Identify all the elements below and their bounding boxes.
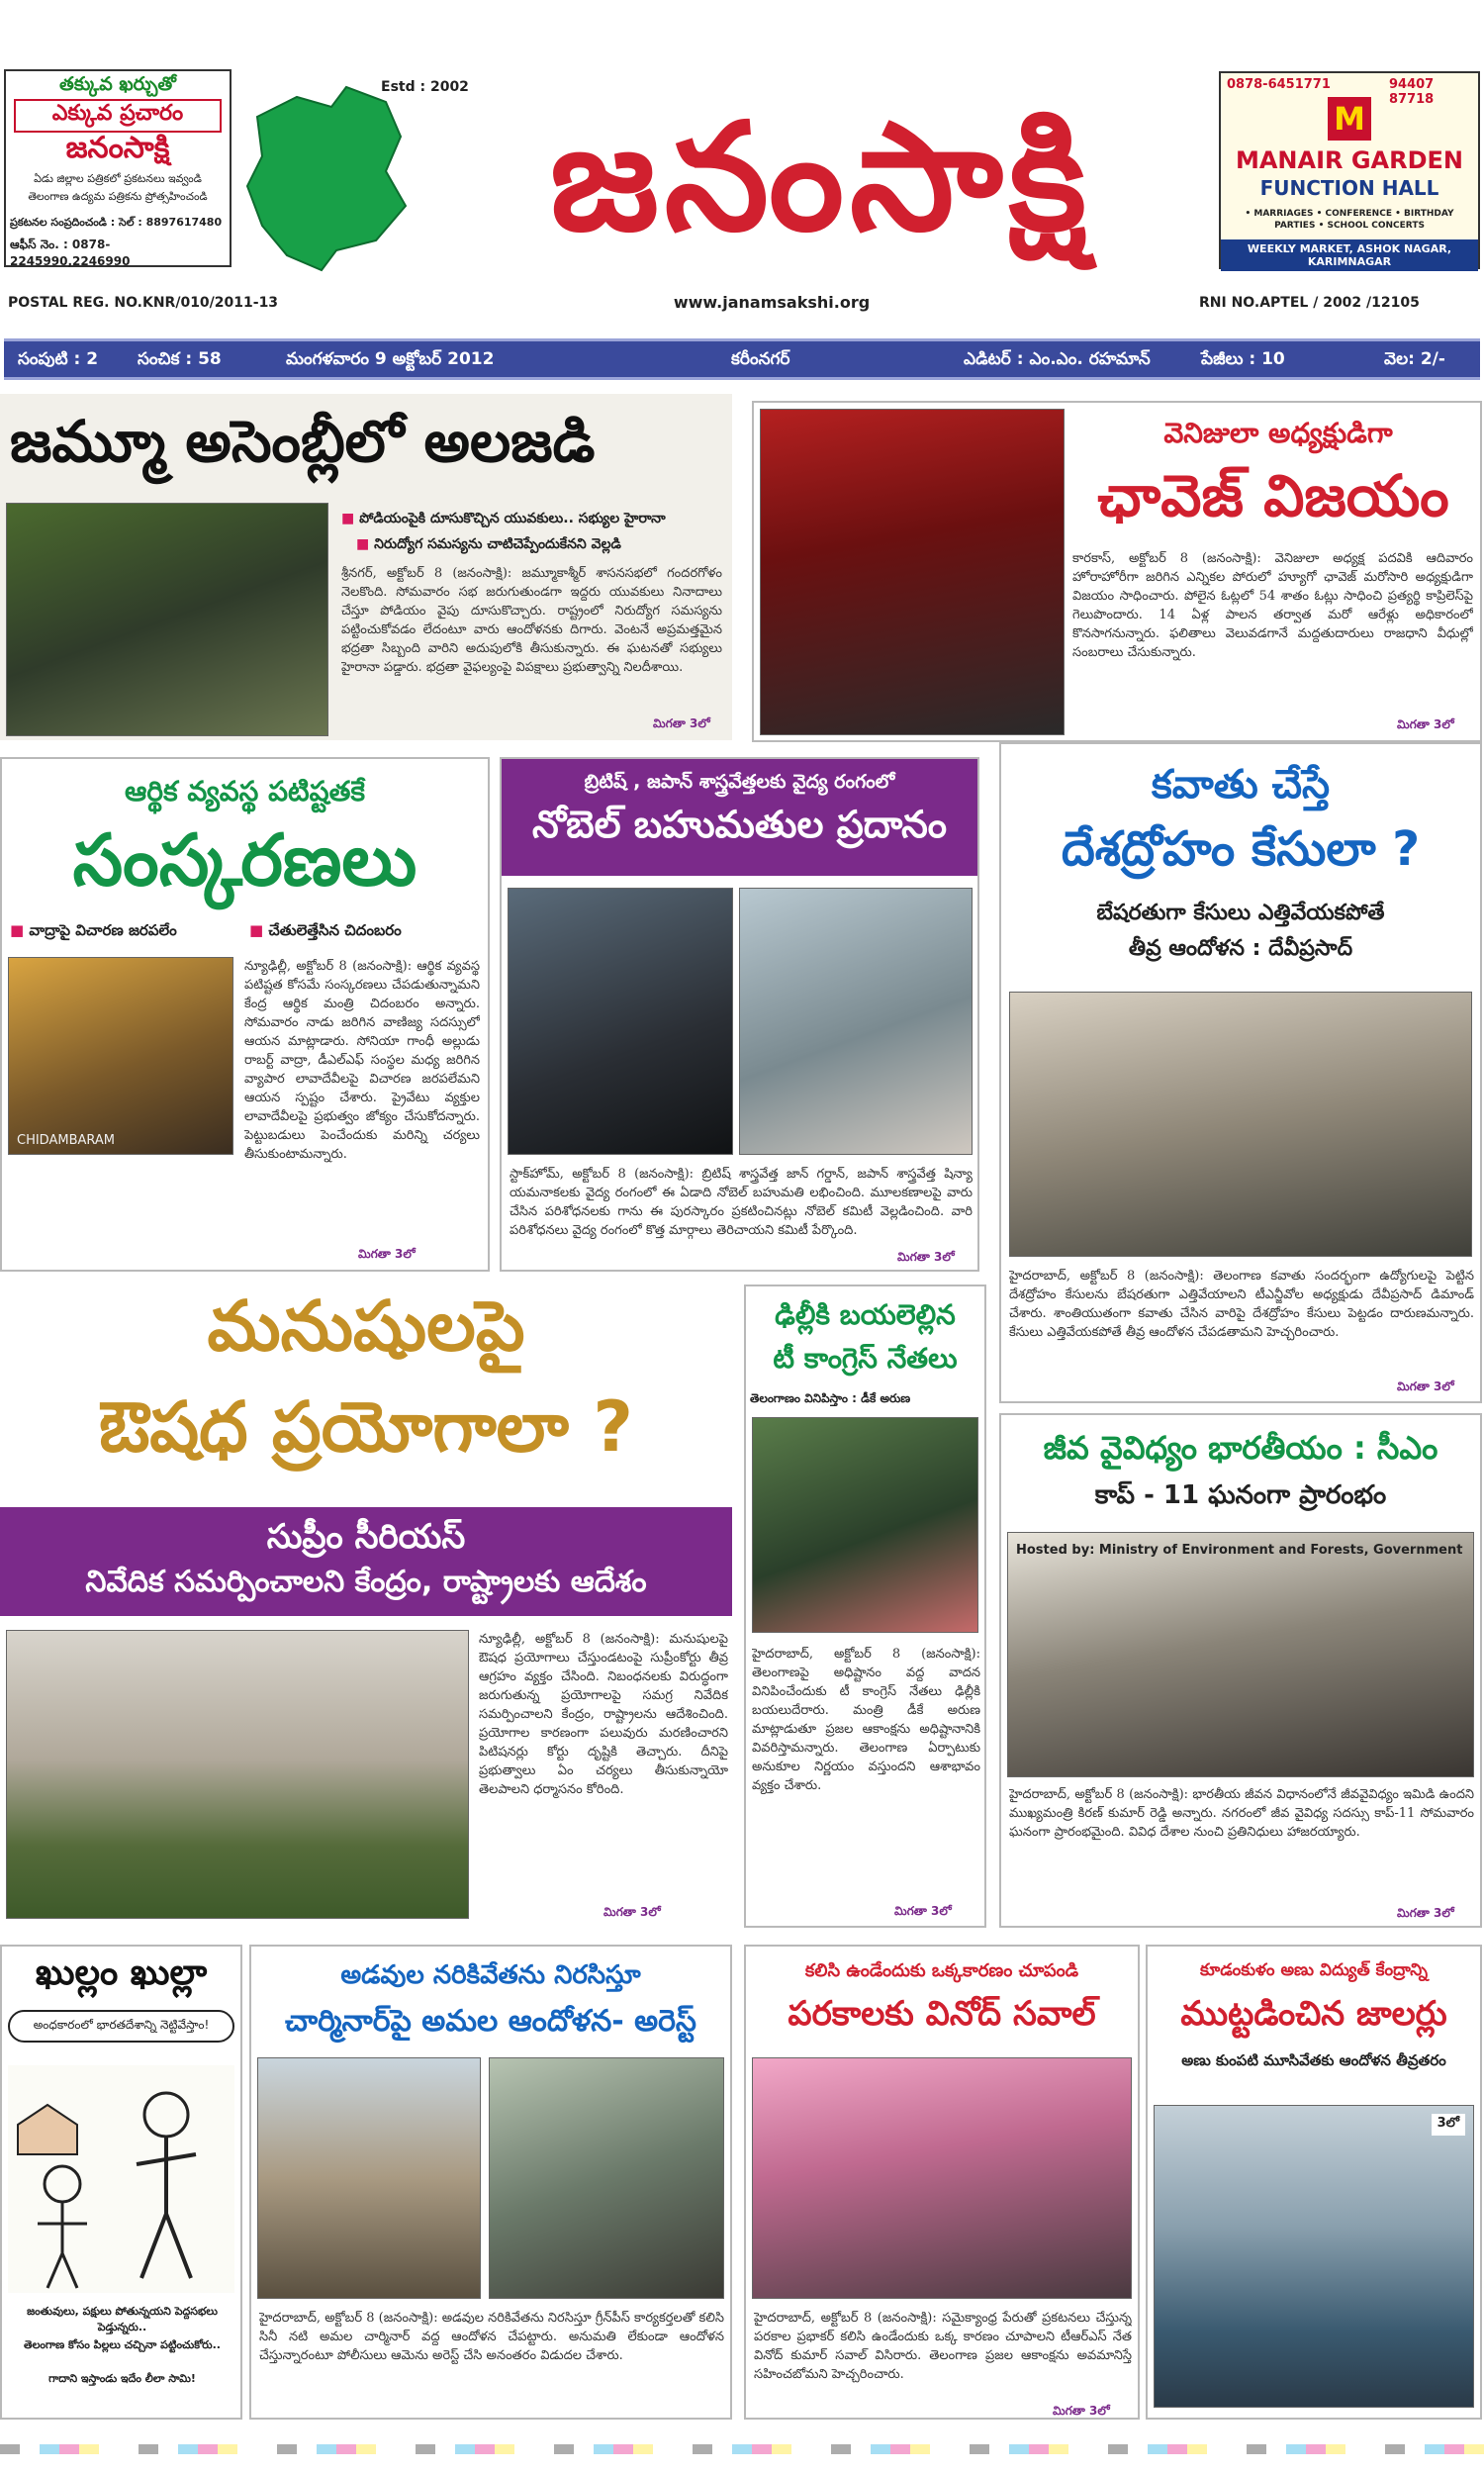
city: కరీంనగర్ xyxy=(731,349,790,369)
price: వెల: 2/- xyxy=(1384,349,1445,369)
right-ad-sub: FUNCTION HALL xyxy=(1259,176,1439,200)
vinod-continued[interactable]: మిగతా 3లో xyxy=(1053,2404,1110,2418)
left-ad-brand: జనంసాక్షి xyxy=(65,131,170,165)
charminar-body: హైదరాబాద్, అక్టోబర్ 8 (జనంసాక్షి): అడవుల నరికివేతను నిరసిస్తూ గ్రీన్‌పీస్ కార్యకర్తలతో కలిసి సినీ నటి అమల చార్మినార్ వద్ద ఆందోళన చేపట్టారు. అనుమతి లేకుండా ఆందోళన చేస్తున్నారంటూ పోలీసులు ఆమెను అరెస్ట్ చేసి అనంతరం విడుదల చేశారు. xyxy=(259,2311,724,2363)
drugs-headline-2[interactable]: ఔషధ ప్రయోగాలా ? xyxy=(99,1386,633,1468)
charminar-headline[interactable]: చార్మినార్‌పై అమల ఆందోళన- అరెస్ట్ xyxy=(285,2004,696,2039)
print-registration-bar xyxy=(0,2444,1484,2454)
sedition-sub-2: తీవ్ర ఆందోళన : దేవీప్రసాద్ xyxy=(1128,936,1353,961)
left-ad-line2: ఎక్కువ ప్రచారం xyxy=(14,99,222,133)
info-bar xyxy=(4,338,1480,380)
sedition-body: హైదరాబాద్, అక్టోబర్ 8 (జనంసాక్షి): తెలంగాణ కవాతు సందర్భంగా ఉద్యోగులపై పెట్టిన దేశద్రోహం కేసులను బేషరతుగా ఎత్తివేయాలని టీఎన్జీవోల అధ్యక్షుడు దేవీప్రసాద్ డిమాండ్ చేశారు. శాంతియుతంగా కవాతు చేసిన వారిపై దేశద్రోహం కేసులు పెట్టడం దారుణమన్నారు. కేసులు ఎత్తివేయకపోతే తీవ్ర ఆందోళన చేపడతామని హెచ్చరించారు. xyxy=(1009,1269,1474,1340)
masthead-title[interactable]: జనంసాక్షి xyxy=(550,92,1092,264)
manair-logo-icon: M xyxy=(1328,97,1371,141)
sedition-continued[interactable]: మిగతా 3లో xyxy=(1397,1380,1454,1393)
issue: సంచిక : 58 xyxy=(138,349,222,369)
reforms-bullet-2: ■ చేతులెత్తేసిన చిదంబరం xyxy=(249,921,402,943)
nobel-headline[interactable]: నోబెల్ బహుమతుల ప్రదానం xyxy=(531,803,948,846)
cartoon-khullam[interactable] xyxy=(0,1945,242,2420)
chidambaram-photo xyxy=(8,957,233,1155)
biodiversity-body: హైదరాబాద్, అక్టోబర్ 8 (జనంసాక్షి): భారతీయ జీవన విధానంలోనే జీవవైవిధ్యం ఇమిడి ఉందని ముఖ్యమంత్రి కిరణ్ కుమార్ రెడ్డి అన్నారు. నగరంలో జీవ వైవిధ్య సదస్సు కాప్-11 సోమవారం ఘనంగా ప్రారంభమైంది. వివిధ దేశాల నుంచి ప్రతినిధులు హాజరయ్యారు. xyxy=(1009,1787,1474,1840)
cartoon-drawing-icon xyxy=(8,2065,234,2293)
vinod-body: హైదరాబాద్, అక్టోబర్ 8 (జనంసాక్షి): సమైక్యాంధ్ర పేరుతో ప్రకటనలు చేస్తున్న పరకాల ప్రభాకర్ కలిసి ఉండేందుకు ఒక్క కారణం చూపాలని టీఆర్ఎస్ నేత వినోద్ కుమార్ సవాల్ విసిరారు. తెలంగాణ ప్రజల ఆకాంక్షను అవమానిస్తే సహించబోమని హెచ్చరించారు. xyxy=(754,2311,1132,2382)
right-ad-name: MANAIR GARDEN xyxy=(1235,146,1464,174)
kudankulam-sub: అణు కుంపటి మూసివేతకు ఆందోళన తీవ్రతరం xyxy=(1181,2051,1446,2069)
drugs-banner-2: నివేదిక సమర్పించాలని కేంద్రం, రాష్ట్రాలకు ఆదేశం xyxy=(85,1565,647,1599)
left-ad-phone1: ప్రకటనల సంప్రదించండి : సెల్ : 8897617480 xyxy=(10,216,223,229)
chavez-headline[interactable]: ఛావెజ్ విజయం xyxy=(1097,462,1449,529)
story-drugs[interactable] xyxy=(0,1282,732,1925)
estd-label: Estd : 2002 xyxy=(381,79,469,95)
story-kudankulam[interactable] xyxy=(1146,1945,1482,2420)
sedition-kicker: కవాతు చేస్తే xyxy=(1151,762,1331,808)
drugs-continued[interactable]: మిగతా 3లో xyxy=(603,1905,661,1919)
reforms-kicker: ఆర్థిక వ్యవస్థ పటిష్టతకే xyxy=(125,775,365,808)
website-link[interactable]: www.janamsakshi.org xyxy=(673,293,871,312)
reforms-bullet-1: ■ వాద్రాపై విచారణ జరపలేం xyxy=(10,921,177,943)
left-ad-line1: తక్కువ ఖర్చుతో xyxy=(59,73,176,95)
jammu-body: శ్రీనగర్, అక్టోబర్ 8 (జనంసాక్షి): జమ్మూకాశ్మీర్ శాసనసభలో గందరగోళం నెలకొంది. సోమవారం సభ జరుగుతుండగా ఇద్దరు యువకులు నినాదాలు చేస్తూ పోడియం వైపు దూసుకొచ్చారు. రాష్ట్రంలో నిరుద్యోగ సమస్యను పట్టించుకోవడం లేదంటూ వారు ఆందోళనకు దిగారు. వెంటనే అప్రమత్తమైన భద్రతా సిబ్బంది వారిని అదుపులోకి తీసుకున్నారు. ఈ ఘటనతో సభ్యులు హైరానా పడ్డారు. భద్రతా వైఫల్యంపై విపక్షాలు ప్రభుత్వాన్ని నిలదీశాయి. xyxy=(341,566,722,675)
jammu-headline[interactable]: జమ్మూ అసెంబ్లీలో అలజడి xyxy=(10,408,596,475)
vinod-photo xyxy=(752,2057,1132,2299)
drugs-banner xyxy=(0,1507,732,1616)
sedition-sub-1: బేషరతుగా కేసులు ఎత్తివేయకపోతే xyxy=(1096,901,1385,925)
story-nobel[interactable] xyxy=(500,757,979,1272)
masthead xyxy=(0,0,1484,336)
cartoon-caption-1: జంతువులు, పక్షులు పోతున్నయని పెద్దసభలు పెడ్తున్నరు.. xyxy=(27,2305,218,2333)
pages: పేజీలు : 10 xyxy=(1201,349,1285,369)
telangana-map-icon xyxy=(237,77,416,275)
chavez-body: కారకాస్, అక్టోబర్ 8 (జనంసాక్షి): వెనిజులా అధ్యక్ష పదవికి ఆదివారం హోరాహోరీగా జరిగిన ఎన్నికల పోరులో హ్యూగో ఛావెజ్ మరోసారి అధ్యక్షుడిగా విజయం సాధించారు. పోలైన ఓట్లలో 54 శాతం ఓట్లు సాధించి ప్రత్యర్థి కాప్రిలెస్‌పై గెలుపొందారు. 14 ఏళ్ల పాలన తర్వాత మరో ఆరేళ్లు అధికారంలో కొనసాగనున్నారు. ఫలితాలు వెలువడగానే మద్దతుదారులు రాజధాని వీధుల్లో సంబరాలు చేసుకున్నారు. xyxy=(1072,551,1473,660)
charminar-kicker: అడవుల నరికివేతను నిరసిస్తూ xyxy=(340,1960,641,1990)
cartoon-caption-3: గాదాని ఇస్తాండు ఇదేం లీలా సామి! xyxy=(48,2372,196,2385)
story-tcongress[interactable] xyxy=(744,1285,986,1928)
charminar-photo xyxy=(257,2057,481,2299)
biodiversity-continued[interactable]: మిగతా 3లో xyxy=(1397,1906,1454,1920)
cartoon-caption-2: తెలంగాణ కోసం పిల్లలు చచ్చినా పట్టించుకోరు.. xyxy=(24,2338,221,2351)
story-biodiversity[interactable] xyxy=(999,1413,1482,1928)
postal-reg: POSTAL REG. NO.KNR/010/2011-13 xyxy=(8,295,279,311)
kudankulam-headline[interactable]: ముట్టడించిన జాలర్లు xyxy=(1180,1994,1447,2034)
sedition-headline[interactable]: దేశద్రోహం కేసులా ? xyxy=(1061,821,1421,877)
amala-photo xyxy=(489,2057,724,2299)
chidambaram-photo-caption: CHIDAMBARAM xyxy=(17,1133,116,1148)
chavez-continued[interactable]: మిగతా 3లో xyxy=(1397,717,1454,731)
volume: సంపుటి : 2 xyxy=(18,349,99,369)
tcongress-headline-2[interactable]: టీ కాంగ్రెస్ నేతలు xyxy=(773,1342,958,1375)
left-ad-line3: ఏడు జిల్లాల పత్రికలో ప్రకటనలు ఇవ్వండి xyxy=(34,172,202,185)
reforms-body: న్యూఢిల్లీ, అక్టోబర్ 8 (జనంసాక్షి): ఆర్థిక వ్యవస్థ పటిష్టత కోసమే సంస్కరణలు చేపడుతున్నామని కేంద్ర ఆర్థిక మంత్రి చిదంబరం అన్నారు. సోమవారం నాడు జరిగిన వాణిజ్య సదస్సులో ఆయన మాట్లాడారు. సోనియా గాంధీ అల్లుడు రాబర్ట్ వాద్రా, డీఎల్ఎఫ్ సంస్థల మధ్య జరిగిన వ్యాపార లావాదేవీలపై విచారణ జరపలేమని ఆయన స్పష్టం చేశారు. ప్రైవేటు వ్యక్తుల లావాదేవీలపై ప్రభుత్వం జోక్యం చేసుకోదన్నారు. పెట్టుబడులు పెంచేందుకు మరిన్ని చర్యలు తీసుకుంటామన్నారు. xyxy=(244,959,480,1162)
kudankulam-photo-tag[interactable]: 3లో xyxy=(1432,2114,1465,2136)
supreme-court-photo xyxy=(6,1630,469,1919)
kudankulam-kicker: కూడంకుళం అణు విద్యుత్ కేంద్రాన్ని xyxy=(1200,1960,1428,1980)
drugs-headline-1[interactable]: మనుషులపై xyxy=(207,1285,525,1367)
tcongress-continued[interactable]: మిగతా 3లో xyxy=(894,1904,952,1918)
drugs-banner-1: సుప్రీం సీరియస్ xyxy=(266,1517,466,1557)
nobel-continued[interactable]: మిగతా 3లో xyxy=(897,1250,955,1264)
right-ad-services: • MARRIAGES • CONFERENCE • BIRTHDAY PARTIES • SCHOOL CONCERTS xyxy=(1245,209,1454,231)
left-advert[interactable] xyxy=(4,69,232,267)
nobel-kicker: బ్రిటిష్ , జపాన్ శాస్త్రవేత్తలకు వైద్య రంగంలో xyxy=(584,771,895,793)
story-jammu[interactable] xyxy=(0,394,732,740)
left-ad-line4: తెలంగాణ ఉద్యమ పత్రికను ప్రోత్సహించండి xyxy=(28,190,208,203)
vinod-headline[interactable]: పరకాలకు వినోద్ సవాల్ xyxy=(788,1994,1096,2034)
story-sedition[interactable] xyxy=(999,742,1482,1403)
story-vinod[interactable] xyxy=(744,1945,1140,2420)
story-reforms[interactable] xyxy=(0,757,490,1272)
tcongress-body: హైదరాబాద్, అక్టోబర్ 8 (జనంసాక్షి): తెలంగాణపై అధిష్టానం వద్ద వాదన వినిపించేందుకు టీ కాంగ్రెస్ నేతలు ఢిల్లీకి బయలుదేరారు. మంత్రి డీకే అరుణ మాట్లాడుతూ ప్రజల ఆకాంక్షను అధిష్టానానికి వివరిస్తామన్నారు. తెలంగాణ ఏర్పాటుకు అనుకూల నిర్ణయం వస్తుందని ఆశాభావం వ్యక్తం చేశారు. xyxy=(752,1647,980,1793)
drugs-body: న్యూఢిల్లీ, అక్టోబర్ 8 (జనంసాక్షి): మనుషులపై ఔషధ ప్రయోగాలు చేస్తుండటంపై సుప్రీంకోర్టు తీవ్ర ఆగ్రహం వ్యక్తం చేసింది. నిబంధనలకు విరుద్ధంగా జరుగుతున్న ప్రయోగాలపై సమగ్ర నివేదిక సమర్పించాలని కేంద్రం, రాష్ట్రాలను ఆదేశించింది. ప్రయోగాల కారణంగా పలువురు మరణించారని పిటిషనర్లు కోర్టు దృష్టికి తెచ్చారు. దీనిపై ప్రభుత్వాలు ఏం చర్యలు తీసుకున్నాయో తెలపాలని ధర్మాసనం కోరింది. xyxy=(479,1632,728,1797)
jammu-assembly-photo xyxy=(6,503,328,736)
yamanaka-photo xyxy=(508,888,733,1155)
biodiversity-sub: కాప్ - 11 ఘనంగా ప్రారంభం xyxy=(1094,1480,1387,1510)
nobel-banner xyxy=(502,759,977,876)
cartoon-speech-bubble: అంధకారంలో భారతదేశాన్ని నెట్టివేస్తాం! xyxy=(8,2010,234,2043)
deviprasad-photo xyxy=(1009,992,1472,1257)
biodiversity-headline[interactable]: జీవ వైవిధ్యం భారతీయం : సీఎం xyxy=(1043,1429,1438,1467)
tcongress-sub: తెలంగాణం వినిపిస్తాం : డీకే అరుణ xyxy=(750,1391,911,1405)
reforms-continued[interactable]: మిగతా 3లో xyxy=(358,1247,416,1261)
right-advert[interactable] xyxy=(1219,71,1480,269)
vinod-kicker: కలిసి ఉండేందుకు ఒక్కకారణం చూపండి xyxy=(804,1960,1079,1981)
left-ad-phone2: ఆఫీస్ నెం. : 0878-2245990,2246990 xyxy=(10,238,131,268)
chavez-kicker: వెనిజులా అధ్యక్షుడిగా xyxy=(1163,417,1393,449)
rni-number: RNI NO.APTEL / 2002 /12105 xyxy=(1199,295,1420,311)
dk-aruna-photo xyxy=(752,1417,978,1633)
story-chavez[interactable] xyxy=(752,401,1482,742)
nobel-body: స్టాక్‌హోమ్, అక్టోబర్ 8 (జనంసాక్షి): బ్రిటిష్ శాస్త్రవేత్త జాన్ గర్డాన్, జపాన్ శాస్త్రవేత్త షిన్యా యమనాకలకు వైద్య రంగంలో ఈ ఏడాది నోబెల్ బహుమతి లభించింది. మూలకణాలపై వారు చేసిన పరిశోధనలకు గాను ఈ పురస్కారం ప్రకటించినట్లు నోబెల్ కమిటీ వెల్లడించింది. వారి పరిశోధనలు వైద్య రంగంలో కొత్త మార్గాలు తెరిచాయని కమిటీ పేర్కొంది. xyxy=(510,1167,973,1238)
fishermen-boats-photo xyxy=(1154,2105,1474,2408)
date: మంగళవారం 9 అక్టోబర్ 2012 xyxy=(286,349,495,369)
gurdon-photo xyxy=(739,888,973,1155)
cop11-photo-caption: Hosted by: Ministry of Environment and Forests, Government xyxy=(1016,1543,1463,1558)
jammu-bullet-2: ■ నిరుద్యోగ సమస్యను చాటిచెప్పేందుకేనని వెల్లడి xyxy=(356,536,732,555)
jammu-continued[interactable]: మిగతా 3లో xyxy=(653,716,710,730)
story-charminar[interactable] xyxy=(249,1945,732,2420)
tcongress-headline-1[interactable]: ఢిల్లీకి బయలెల్లిన xyxy=(775,1298,956,1331)
jammu-bullet-1: ■ పోడియంపైకి దూసుకొచ్చిన యువకులు.. సభ్యుల హైరానా xyxy=(341,511,727,529)
right-ad-phone1: 0878-6451771 xyxy=(1227,77,1331,92)
chavez-photo xyxy=(760,409,1065,735)
right-ad-address: WEEKLY MARKET, ASHOK NAGAR, KARIMNAGAR xyxy=(1221,239,1478,271)
cartoon-title[interactable]: ఖుల్లం ఖుల్లా xyxy=(35,1952,208,1993)
editor: ఎడిటర్ : ఎం.ఎం. రహమాన్ xyxy=(964,349,1151,369)
cop11-photo xyxy=(1007,1532,1474,1777)
right-ad-phone2: 94407 87718 xyxy=(1389,77,1435,107)
reforms-headline[interactable]: సంస్కరణలు xyxy=(72,818,417,902)
